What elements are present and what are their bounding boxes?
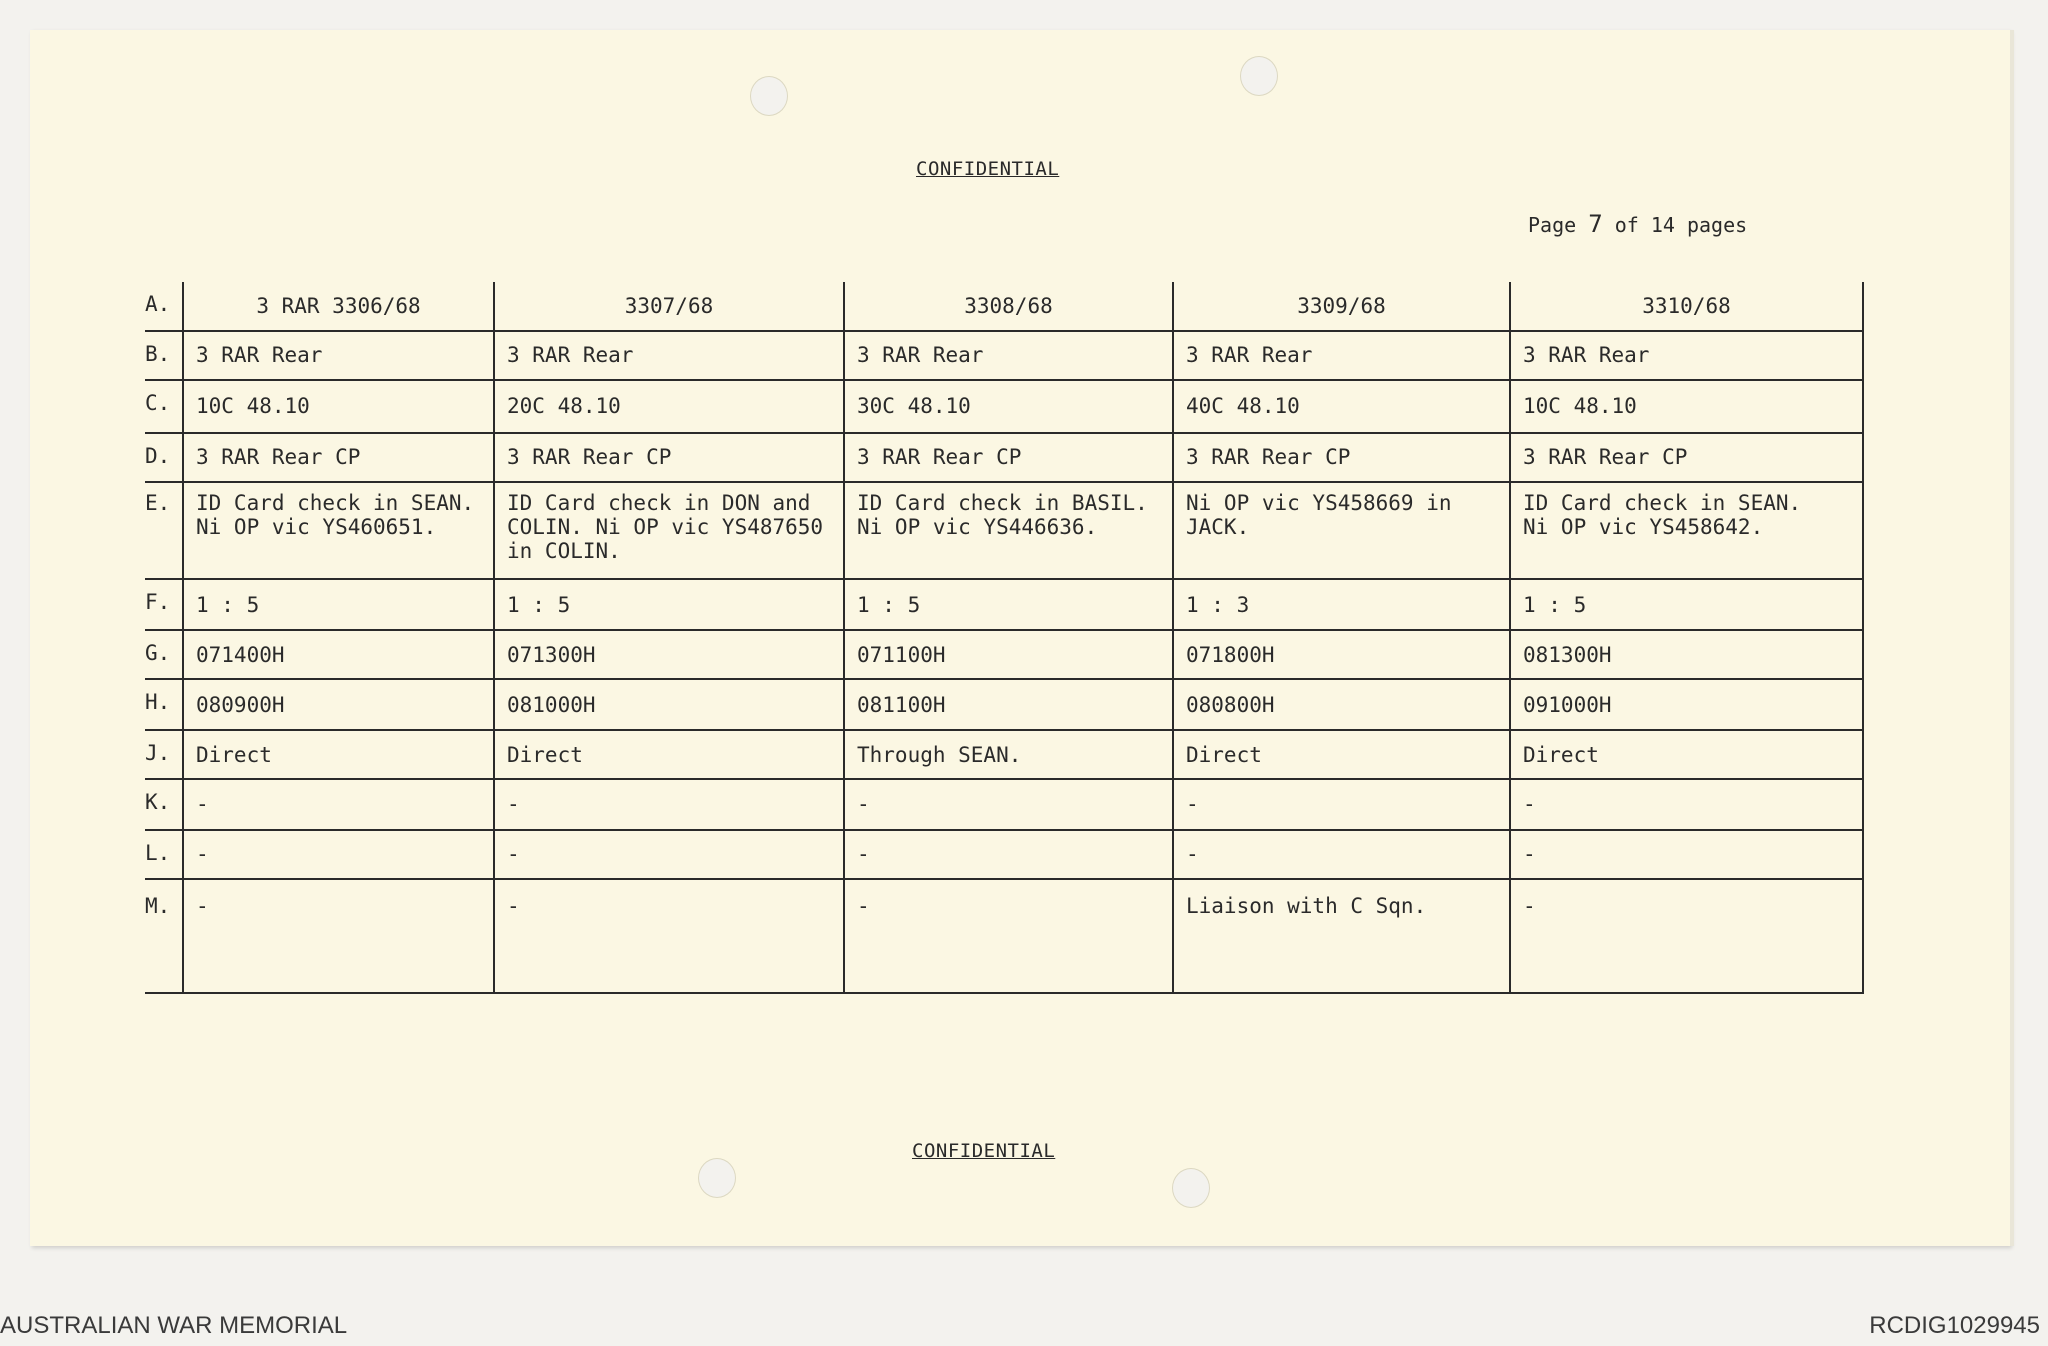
page-indicator [1528, 210, 1747, 238]
table-cell: 1 : 5 [1510, 579, 1863, 630]
row-label: J. [145, 730, 183, 779]
table-cell: Liaison with C Sqn. [1173, 879, 1510, 993]
table-cell: 3310/68 [1510, 282, 1863, 331]
table-cell: Ni OP vic YS458669 in JACK. [1173, 482, 1510, 580]
header-classification: CONFIDENTIAL [916, 158, 1060, 180]
punch-hole-top-right [1240, 56, 1278, 96]
table-cell: - [494, 879, 844, 993]
table-cell: 3 RAR Rear CP [1173, 433, 1510, 482]
table-cell: - [1173, 779, 1510, 830]
table-cell: 081100H [844, 679, 1173, 730]
table-row [145, 730, 1863, 779]
page-label: Page [1528, 213, 1577, 237]
table-cell: 3 RAR Rear CP [1510, 433, 1863, 482]
table-cell: - [1510, 779, 1863, 830]
row-label: K. [145, 779, 183, 830]
table-cell: ID Card check in DON and COLIN. Ni OP vic YS487650 in COLIN. [494, 482, 844, 580]
table-cell: 1 : 5 [183, 579, 494, 630]
table-cell: 080800H [1173, 679, 1510, 730]
row-label: F. [145, 579, 183, 630]
table-cell: ID Card check in BASIL. Ni OP vic YS446636. [844, 482, 1173, 580]
table-cell: - [844, 779, 1173, 830]
table-cell: 091000H [1510, 679, 1863, 730]
table-cell: - [1510, 830, 1863, 879]
punch-hole-bottom-right [1172, 1168, 1210, 1208]
archive-id: RCDIG1029945 [1869, 1312, 2040, 1339]
table-cell: 3 RAR Rear CP [183, 433, 494, 482]
table-row [145, 282, 1863, 331]
table-cell: 1 : 3 [1173, 579, 1510, 630]
table-row [145, 779, 1863, 830]
row-label: M. [145, 879, 183, 993]
table-cell: ID Card check in SEAN. Ni OP vic YS458642. [1510, 482, 1863, 580]
table-cell: 3 RAR Rear [183, 331, 494, 380]
table-row [145, 679, 1863, 730]
table-cell: 3 RAR Rear [494, 331, 844, 380]
row-label: H. [145, 679, 183, 730]
row-label: G. [145, 630, 183, 679]
table-row [145, 830, 1863, 879]
table-cell: ID Card check in SEAN. Ni OP vic YS460651. [183, 482, 494, 580]
table-cell: Direct [1510, 730, 1863, 779]
table-cell: - [183, 879, 494, 993]
table-cell: Direct [494, 730, 844, 779]
table-cell: 081300H [1510, 630, 1863, 679]
table-cell: - [1173, 830, 1510, 879]
table-cell: - [844, 830, 1173, 879]
table-cell: 080900H [183, 679, 494, 730]
archive-credit: AUSTRALIAN WAR MEMORIAL [0, 1312, 348, 1339]
table-cell: 3 RAR 3306/68 [183, 282, 494, 331]
table-cell: - [844, 879, 1173, 993]
table-cell: 3 RAR Rear [1173, 331, 1510, 380]
table-cell: 30C 48.10 [844, 380, 1173, 433]
table-cell: 10C 48.10 [1510, 380, 1863, 433]
table-cell: - [183, 779, 494, 830]
table-cell: 3308/68 [844, 282, 1173, 331]
table-cell: 3 RAR Rear [1510, 331, 1863, 380]
table-cell: 3307/68 [494, 282, 844, 331]
table-cell: 20C 48.10 [494, 380, 844, 433]
table-cell: 1 : 5 [494, 579, 844, 630]
row-label: C. [145, 380, 183, 433]
table-row [145, 579, 1863, 630]
table-cell: Direct [183, 730, 494, 779]
table-cell: Direct [1173, 730, 1510, 779]
table-row [145, 331, 1863, 380]
punch-hole-top-left [750, 76, 788, 116]
table-cell: 081000H [494, 679, 844, 730]
table-row [145, 380, 1863, 433]
table-cell: - [1510, 879, 1863, 993]
table-row [145, 879, 1863, 993]
table-cell: 3 RAR Rear [844, 331, 1173, 380]
table-cell: 10C 48.10 [183, 380, 494, 433]
table-cell: 40C 48.10 [1173, 380, 1510, 433]
table-row [145, 433, 1863, 482]
sheet-edge [2010, 30, 2014, 1246]
punch-hole-bottom-left [698, 1158, 736, 1198]
table-cell: 071300H [494, 630, 844, 679]
table-cell: 071100H [844, 630, 1173, 679]
table-cell: 3309/68 [1173, 282, 1510, 331]
table-cell: - [494, 830, 844, 879]
table-cell: 071800H [1173, 630, 1510, 679]
table-cell: 1 : 5 [844, 579, 1173, 630]
serial-table [145, 282, 1864, 994]
page-number: 7 [1588, 210, 1603, 238]
table-cell: - [494, 779, 844, 830]
table-row [145, 630, 1863, 679]
row-label: E. [145, 482, 183, 580]
row-label: L. [145, 830, 183, 879]
row-label: D. [145, 433, 183, 482]
table-cell: - [183, 830, 494, 879]
table-cell: 3 RAR Rear CP [844, 433, 1173, 482]
table-row [145, 482, 1863, 580]
page-of: of 14 pages [1614, 213, 1748, 237]
row-label: B. [145, 331, 183, 380]
row-label: A. [145, 282, 183, 331]
table-cell: 071400H [183, 630, 494, 679]
table-cell: Through SEAN. [844, 730, 1173, 779]
footer-classification: CONFIDENTIAL [912, 1140, 1056, 1162]
table-cell: 3 RAR Rear CP [494, 433, 844, 482]
